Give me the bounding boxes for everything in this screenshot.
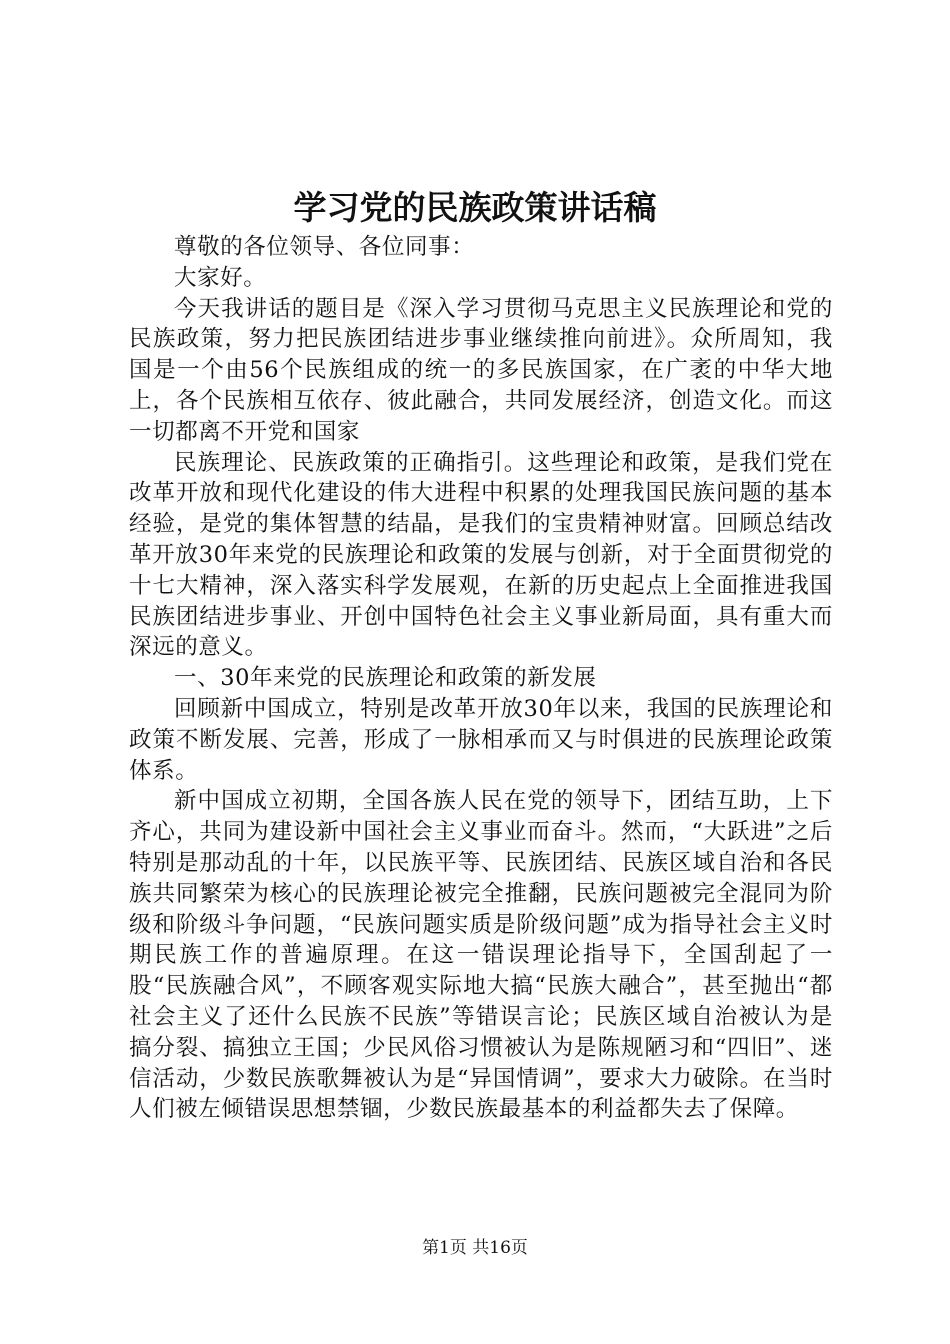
section-heading: 一、30年来党的民族理论和政策的新发展 [174, 665, 597, 692]
paragraph: 今天我讲话的题目是《深入学习贯彻马克思主义民族理论和党的民族政策，努力把民族团结进步事业继续推向前进》。众所周知，我国是一个由56个民族组成的统一的多民族国家，在广袤的中华大地上，各个民族相互依存、彼此融合，共同发展经济，创造文化。而这一切都离不开党和国家 [129, 295, 833, 445]
document-title: 学习党的民族政策讲话稿 [293, 188, 657, 227]
paragraph-salutation: 尊敬的各位领导、各位同事： [174, 234, 475, 260]
paragraph-greeting: 大家好。 [174, 264, 267, 291]
page-number-footer: 第1页 共16页 [422, 1238, 528, 1258]
paragraph: 民族理论、民族政策的正确指引。这些理论和政策，是我们党在改革开放和现代化建设的伟大进程中积累的处理我国民族问题的基本经验，是党的集体智慧的结晶，是我们的宝贵精神财富。回顾总结改革开放30年来党的民族理论和政策的发展与创新，对于全面贯彻党的十七大精神，深入落实科学发展观，在新的历史起点上全面推进我国民族团结进步事业、开创中国特色社会主义事业新局面，具有重大而深远的意义。 [129, 449, 833, 661]
paragraph: 回顾新中国成立，特别是改革开放30年以来，我国的民族理论和政策不断发展、完善，形成了一脉相承而又与时俱进的民族理论政策体系。 [129, 695, 833, 784]
document-body [129, 232, 833, 1125]
paragraph: 新中国成立初期，全国各族人民在党的领导下，团结互助，上下齐心，共同为建设新中国社会主义事业而奋斗。然而，“大跃进”之后特别是那动乱的十年，以民族平等、民族团结、民族区域自治和各民族共同繁荣为核心的民族理论被完全推翻，民族问题被完全混同为阶级和阶级斗争问题，“民族问题实质是阶级问题”成为指导社会主义时期民族工作的普遍原理。在这一错误理论指导下，全国刮起了一股“民族融合风”，不顾客观实际地大搞“民族大融合”，甚至抛出“都社会主义了还什么民族不民族”等错误言论；民族区域自治被认为是搞分裂、搞独立王国；少民风俗习惯被认为是陈规陋习和“四旧”、迷信活动，少数民族歌舞被认为是“异国情调”，要求大力破除。在当时人们被左倾错误思想禁锢，少数民族最基本的利益都失去了保障。 [129, 788, 833, 1123]
